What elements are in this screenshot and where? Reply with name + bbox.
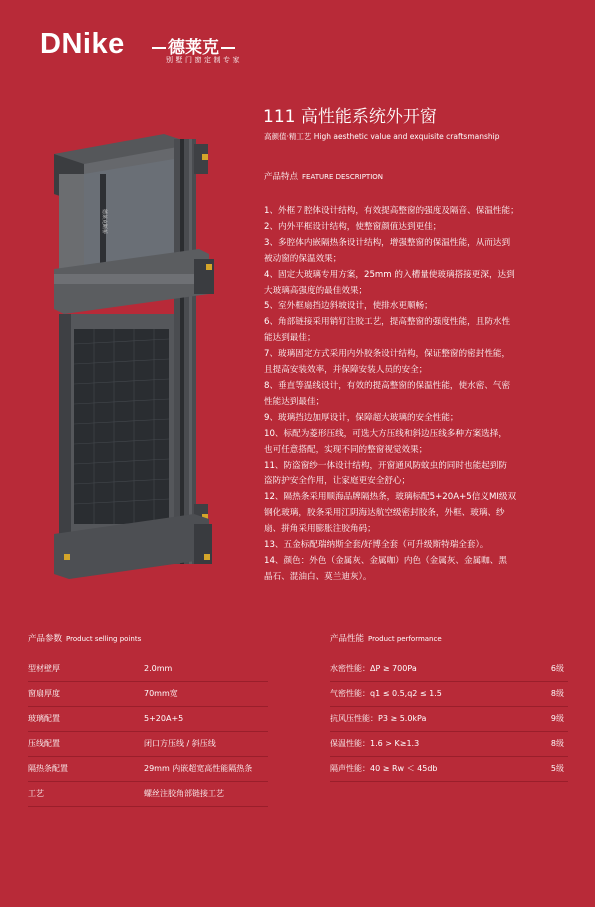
table-row	[28, 682, 268, 707]
table-row	[28, 782, 268, 807]
features-heading-cn: 产品特点	[264, 172, 299, 182]
list-item: 6、角部链接采用销钉注胶工艺，提高整窗的强度性能，且防水性	[264, 317, 511, 328]
profile-label: 德莱克断桥	[101, 209, 107, 235]
table-row	[330, 707, 568, 732]
list-item: 钢化玻璃，胶条采用江阴海达航空级密封胶条，外框、玻璃、纱	[264, 508, 505, 519]
table-row	[330, 732, 568, 757]
list-item: 10、标配为菱形压线，可选大方压线和斜边压线多种方案选择，	[264, 428, 507, 439]
list-item: 也可任意搭配，实现不同的整窗视觉效果；	[264, 444, 428, 455]
spec-key: 隔热条配置	[28, 764, 68, 773]
perf-grade: 8级	[550, 689, 564, 698]
table-row	[28, 657, 268, 682]
perf-grade: 8级	[550, 739, 564, 748]
table-row	[330, 657, 568, 682]
table-row	[28, 707, 268, 732]
brand-logo	[40, 26, 280, 66]
list-item: 盗防护安全作用，让家庭更安全舒心；	[264, 476, 411, 487]
list-item: 性能达到最佳；	[264, 396, 325, 407]
perf-grade: 6级	[550, 664, 564, 673]
list-item: 大玻璃高强度的最佳效果；	[264, 285, 368, 296]
spec-key: 玻璃配置	[28, 714, 60, 723]
list-item: 能达到最佳；	[264, 333, 316, 344]
table-row	[28, 757, 268, 782]
spec-value: 螺丝注胶角部链接工艺	[144, 789, 224, 798]
list-item: 且提高安装效率，并保障安装人员的安全；	[264, 365, 428, 376]
product-subtitle: 高颜值·精工艺 High aesthetic value and exquisite craftsmanship	[264, 132, 500, 141]
perf-key: 水密性能：ΔP ≥ 700Pa	[330, 664, 417, 673]
list-item: 12、隔热条采用顺海品牌隔热条，玻璃标配5+20A+5信义MI级双	[264, 492, 517, 503]
specs-heading-cn: 产品参数	[28, 634, 63, 644]
spec-key: 工艺	[28, 789, 44, 798]
list-item: 1、外框７腔体设计结构，有效提高整窗的强度及隔音、保温性能；	[264, 206, 519, 216]
list-item: 扇、拼角采用膨胀注胶角码；	[264, 524, 376, 535]
performance-heading	[330, 632, 442, 644]
list-item: 5、室外框扇挡边斜坡设计，使排水更顺畅；	[264, 301, 433, 312]
list-item: 7、玻璃固定方式采用内外胶条设计结构，保证整窗的密封性能，	[264, 349, 511, 360]
list-item: 被动窗的保温效果；	[264, 253, 342, 264]
features-heading	[264, 170, 383, 182]
spec-value: 2.0mm	[144, 664, 173, 673]
perf-grade: 9级	[550, 714, 564, 723]
spec-key: 型材壁厚	[28, 664, 60, 673]
list-item: 4、固定大玻璃专用方案，25mm 的入槽量使玻璃搭接更深，达到	[264, 269, 515, 280]
perf-grade: 5级	[550, 764, 564, 773]
spec-key: 压线配置	[28, 739, 60, 748]
table-row	[330, 757, 568, 782]
features-heading-en: FEATURE DESCRIPTION	[302, 173, 384, 181]
list-item: 2、内外平框设计结构，使整窗颜值达到更佳；	[264, 221, 442, 232]
specs-heading	[28, 632, 141, 644]
perf-key: 抗风压性能：P3 ≥ 5.0kPa	[330, 714, 427, 723]
spec-key: 窗扇厚度	[28, 689, 60, 698]
list-item: 8、垂直等温线设计，有效的提高整窗的保温性能，使水密、气密	[264, 380, 511, 391]
spec-value: 5+20A+5	[144, 714, 184, 723]
list-item: 9、玻璃挡边加厚设计，保障超大玻璃的安全性能；	[264, 412, 459, 423]
features-list	[264, 204, 574, 586]
window-profile-illustration	[44, 114, 244, 584]
perf-key: 隔声性能：40 ≥ Rw ＜ 45db	[330, 764, 438, 773]
product-title: 111 高性能系统外开窗	[263, 107, 437, 127]
spec-value: 70mm宽	[144, 689, 178, 698]
list-item: 13、五金标配瑞纳斯全套/好博全套（可升级斯特瑞全套）。	[264, 540, 489, 551]
performance-heading-cn: 产品性能	[330, 634, 365, 644]
performance-table	[330, 657, 568, 782]
spec-value: 闭口方压线 / 斜压线	[144, 739, 216, 748]
list-item: 晶石、混油白、莫兰迪灰）。	[264, 571, 372, 582]
specs-heading-en: Product selling points	[66, 635, 142, 643]
perf-key: 保温性能：1.6 > K≥1.3	[330, 739, 420, 748]
list-item: 14、颜色：外色（金属灰、金属咖）内色（金属灰、金属咖、黑	[264, 555, 507, 566]
spec-value: 29mm 内嵌超宽高性能隔热条	[144, 764, 253, 773]
table-row	[330, 682, 568, 707]
specs-table	[28, 657, 268, 807]
perf-key: 气密性能：q1 ≤ 0.5,q2 ≤ 1.5	[330, 689, 442, 698]
list-item: 11、防盗窗纱一体设计结构，开窗通风防蚊虫的同时也能起到防	[264, 460, 507, 471]
brand-cn-name: 德莱克	[150, 33, 237, 58]
list-item: 3、多腔体内嵌隔热条设计结构，增强整窗的保温性能，从而达到	[264, 237, 511, 248]
brand-wordmark: DNike	[40, 28, 125, 60]
brand-tagline: 别墅门窗定制专家	[166, 56, 242, 64]
table-row	[28, 732, 268, 757]
performance-heading-en: Product performance	[368, 635, 442, 643]
